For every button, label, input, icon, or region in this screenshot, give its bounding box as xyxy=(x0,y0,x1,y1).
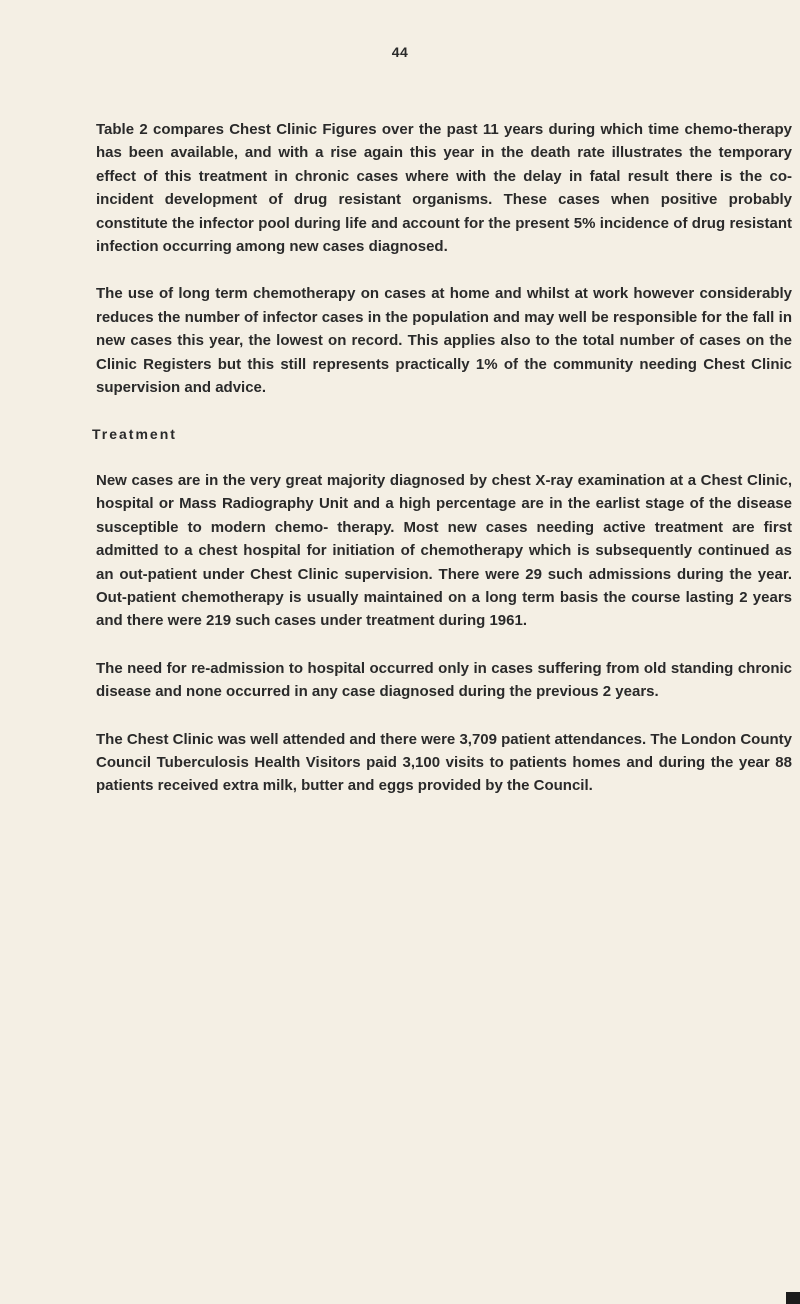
scan-corner-mark xyxy=(786,1292,800,1304)
paragraph-new-cases: New cases are in the very great majority diagnosed by chest X-ray examination at a Chest Clinic, hospital or Mass Radiography Unit and a high percentage are in the earlist stage of the disease susceptible to modern chemo- therapy. Most new cases needing active treatment are first admitted to a chest hospital for initiation of chemotherapy which is subsequently continued as an out-patient under Chest Clinic supervision. There were 29 such admissions during the year. Out-patient chemotherapy is usually maintained on a long term basis the course lasting 2 years and there were 219 such cases under treatment during 1961. xyxy=(96,471,792,630)
page-number: 44 xyxy=(391,44,409,60)
paragraph-readmission: The need for re-admission to hospital occurred only in cases suffering from old standing chronic disease and none occurred in any case diagnosed during the previous 2 years. xyxy=(96,659,792,701)
paragraph-long-term-chemotherapy: The use of long term chemotherapy on cases at home and whilst at work however considerably reduces the number of infector cases in the population and may well be responsible for the fall in new cases this year, the lowest on record. This applies also to the total number of cases on the Clinic Registers but this still represents practically 1% of the community needing Chest Clinic supervision and advice. xyxy=(96,285,792,397)
section-heading-treatment: Treatment xyxy=(92,426,177,443)
paragraph-clinic-attendance: The Chest Clinic was well attended and there were 3,709 patient attendances. The London County Council Tuberculosis Health Visitors paid 3,100 visits to patients homes and during the year 88 patients received extra milk, butter and eggs provided by the Council. xyxy=(96,730,792,795)
page-body xyxy=(92,118,792,822)
paragraph-table-2-comparison: Table 2 compares Chest Clinic Figures over the past 11 years during which time chemo-therapy has been available, and with a rise again this year in the death rate illustrates the temporary effect of this treatment in chronic cases where with the delay in fatal result there is the co-incident development of drug resistant organisms. These cases when positive probably constitute the infector pool during life and account for the present 5% incidence of drug resistant infection occurring among new cases diagnosed. xyxy=(96,121,792,256)
